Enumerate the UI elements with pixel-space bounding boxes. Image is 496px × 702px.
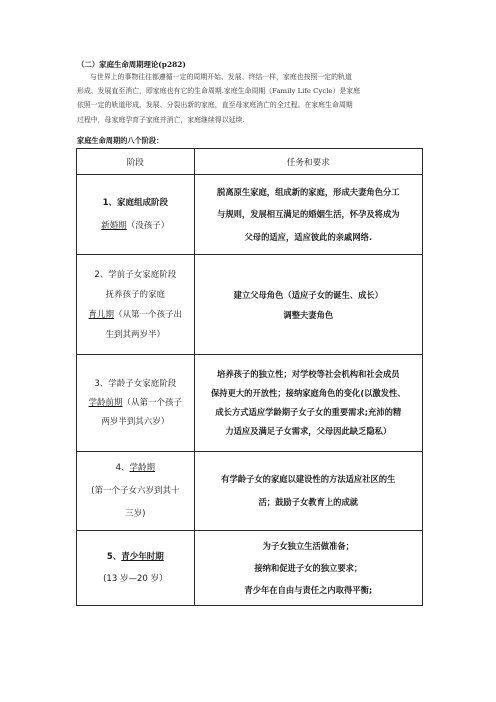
stage-line [77, 305, 194, 325]
table-row [77, 255, 423, 355]
intro-line: 与世界上的事物往往都遵循一定的周期开始、发展、终结一样，家庭也按照一定的轨道 [90, 73, 352, 81]
stage-line [77, 568, 194, 590]
stage-text: 1、家庭组成阶段 [102, 198, 168, 208]
stage-line [77, 325, 194, 345]
task-line: 活；鼓励子女教育上的成就 [258, 497, 359, 507]
table-row [77, 452, 423, 531]
stage-cell [77, 531, 195, 606]
table-row [77, 175, 423, 255]
tasks-cell [194, 175, 422, 255]
stage-text: 3、学龄子女家庭阶段 [94, 378, 177, 389]
tasks-cell [194, 355, 422, 452]
task-line: 接纳和促进子女的独立要求； [254, 563, 363, 573]
stage-text: 三岁) [125, 508, 146, 519]
stage-text: 2、学前子女家庭阶段 [94, 269, 177, 280]
intro-line: 形成、发展直至消亡，即家庭也有它的生命周期.家庭生命周期（Family Life Cycle）是家庭 [77, 87, 361, 96]
stage-text: 4、 [115, 462, 130, 473]
stage-text: （没孩子） [126, 220, 170, 231]
stage-cell [77, 255, 195, 355]
task-line: 与规则，发展相互满足的婚姻生活，怀孕及将成为 [217, 209, 400, 220]
stage-line [77, 480, 194, 503]
stage-text: 5、 [106, 552, 122, 562]
intro-line: 依照一定的轨道形成、发展、分裂出新的家庭，直至母家庭消亡的全过程。在家庭生命周期 [77, 101, 353, 110]
stage-term: 青少年时期 [121, 552, 164, 562]
stage-text: (第一个子女六岁到其十 [91, 485, 180, 496]
stage-text: (13 岁—20 岁） [103, 574, 168, 584]
stage-text: 生到其两岁半） [105, 329, 166, 340]
tasks-cell [194, 255, 422, 355]
stage-text: 两岁半到其六岁） [101, 416, 170, 427]
stage-text: （从第一个孩子 [122, 397, 183, 408]
stage-line [77, 192, 194, 215]
header-stage: 阶段 [77, 149, 195, 175]
task-line: 力适应及满足子女需求，父母因此缺乏隐私） [225, 426, 392, 436]
task-line: 为子女独立生活做准备； [262, 541, 354, 551]
task-line: 成长方式适应学龄期子女子女的重要需求;充沛的精 [215, 407, 402, 417]
intro-paragraph [77, 70, 421, 127]
task-line: 父母的适应，适应彼此的亲戚网络. [244, 231, 373, 242]
tasks-cell [194, 531, 422, 606]
stage-text: （从第一个孩子出 [114, 309, 183, 320]
stage-cell [77, 175, 195, 255]
task-line: 脱离原生家庭，组成新的家庭，形成夫妻角色分工 [217, 186, 400, 197]
intro-line: 过程中，母家庭孕育子家庭并消亡，家庭继续得以延续. [77, 115, 245, 124]
table-row [77, 531, 423, 606]
section-heading: （二）家庭生命周期理论(p282) [77, 60, 186, 69]
stage-line [77, 394, 194, 413]
stage-text: 抚养孩子的家庭 [105, 289, 166, 300]
stage-term: 育儿期 [88, 309, 115, 320]
task-line: 青少年在自由与责任之内取得平衡; [244, 585, 373, 595]
header-tasks: 任务和要求 [194, 149, 422, 175]
stage-line [77, 503, 194, 526]
stage-line [77, 265, 194, 285]
table-caption: 家庭生命周期的八个阶段： [77, 136, 164, 145]
task-line: 有学龄子女的家庭以建设性的方法适应社区的生 [221, 474, 396, 484]
stage-line [77, 457, 194, 480]
table-row [77, 355, 423, 452]
stage-line [77, 215, 194, 238]
life-cycle-table [76, 148, 423, 606]
stage-line [77, 375, 194, 394]
stage-line [77, 546, 194, 568]
task-line: 建立父母角色（适应子女的诞生、成长） [233, 289, 383, 300]
stage-term: 学龄期 [129, 462, 155, 473]
stage-term: 新婚期 [101, 220, 127, 231]
task-line: 培养孩子的独立性；对学校等社会机构和社会成员 [217, 369, 400, 379]
stage-cell [77, 452, 195, 531]
task-line: 保持更大的开放性；接纳家庭角色的变化(以激发性、 [210, 388, 406, 398]
tasks-cell [194, 452, 422, 531]
stage-line [77, 413, 194, 432]
stage-cell [77, 355, 195, 452]
task-line: 调整夫妻角色 [283, 309, 334, 320]
table-header-row [77, 149, 423, 175]
stage-line [77, 285, 194, 305]
stage-term: 学龄前期 [88, 397, 123, 408]
